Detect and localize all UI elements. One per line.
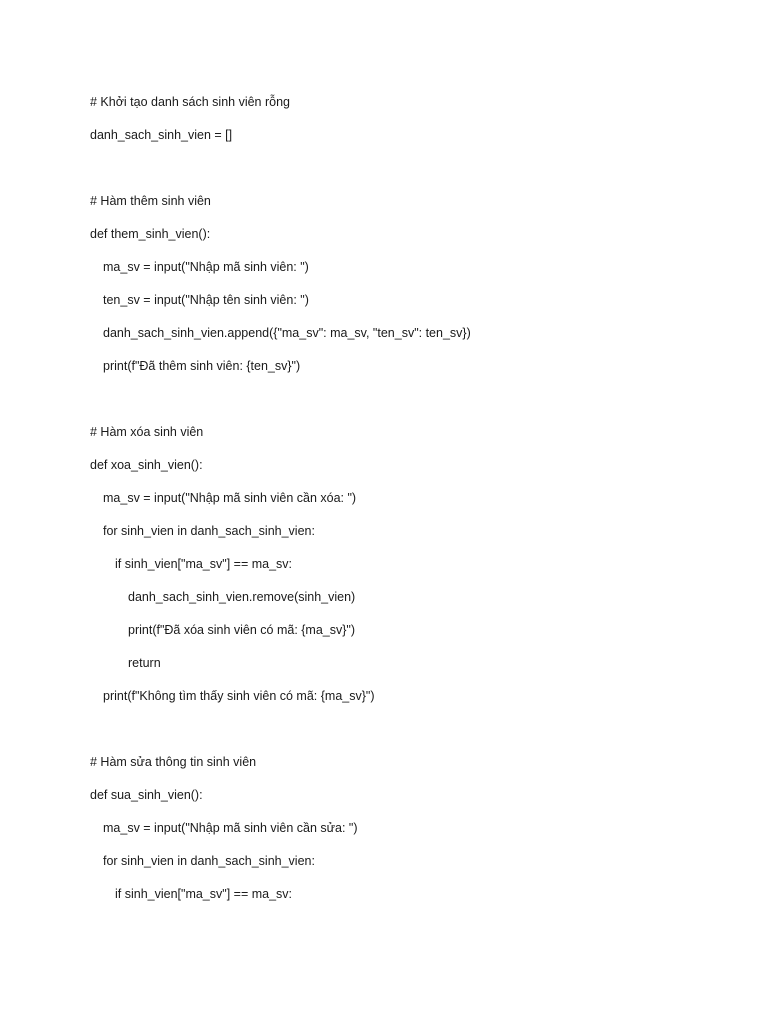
code-line: def xoa_sinh_vien(): [90, 458, 203, 472]
code-line: print(f"Không tìm thấy sinh viên có mã: {ma_sv}") [103, 689, 375, 703]
document-body [90, 91, 730, 916]
code-line: ma_sv = input("Nhập mã sinh viên cần sửa: ") [103, 821, 358, 835]
blank-line [90, 388, 730, 410]
code-line: for sinh_vien in danh_sach_sinh_vien: [103, 854, 315, 868]
code-line: def sua_sinh_vien(): [90, 788, 203, 802]
blank-line [90, 157, 730, 179]
code-line: danh_sach_sinh_vien.remove(sinh_vien) [128, 590, 356, 604]
code-line: if sinh_vien["ma_sv"] == ma_sv: [115, 887, 293, 901]
comment-line: # Khởi tạo danh sách sinh viên rỗng [90, 95, 290, 109]
code-line: def them_sinh_vien(): [90, 227, 211, 241]
code-line: danh_sach_sinh_vien = [] [90, 128, 233, 142]
comment-line: # Hàm xóa sinh viên [90, 425, 204, 439]
comment-line: # Hàm thêm sinh viên [90, 194, 211, 208]
code-line: if sinh_vien["ma_sv"] == ma_sv: [115, 557, 293, 571]
code-line: ma_sv = input("Nhập mã sinh viên cần xóa: ") [103, 491, 357, 505]
code-line: ma_sv = input("Nhập mã sinh viên: ") [103, 260, 309, 274]
code-line: for sinh_vien in danh_sach_sinh_vien: [103, 524, 315, 538]
comment-line: # Hàm sửa thông tin sinh viên [90, 755, 257, 769]
code-line: print(f"Đã xóa sinh viên có mã: {ma_sv}") [128, 623, 356, 637]
code-line: ten_sv = input("Nhập tên sinh viên: ") [103, 293, 309, 307]
code-line: return [128, 656, 161, 670]
blank-line [90, 718, 730, 740]
code-line: print(f"Đã thêm sinh viên: {ten_sv}") [103, 359, 301, 373]
code-line: danh_sach_sinh_vien.append({"ma_sv": ma_sv, "ten_sv": ten_sv}) [103, 326, 471, 340]
